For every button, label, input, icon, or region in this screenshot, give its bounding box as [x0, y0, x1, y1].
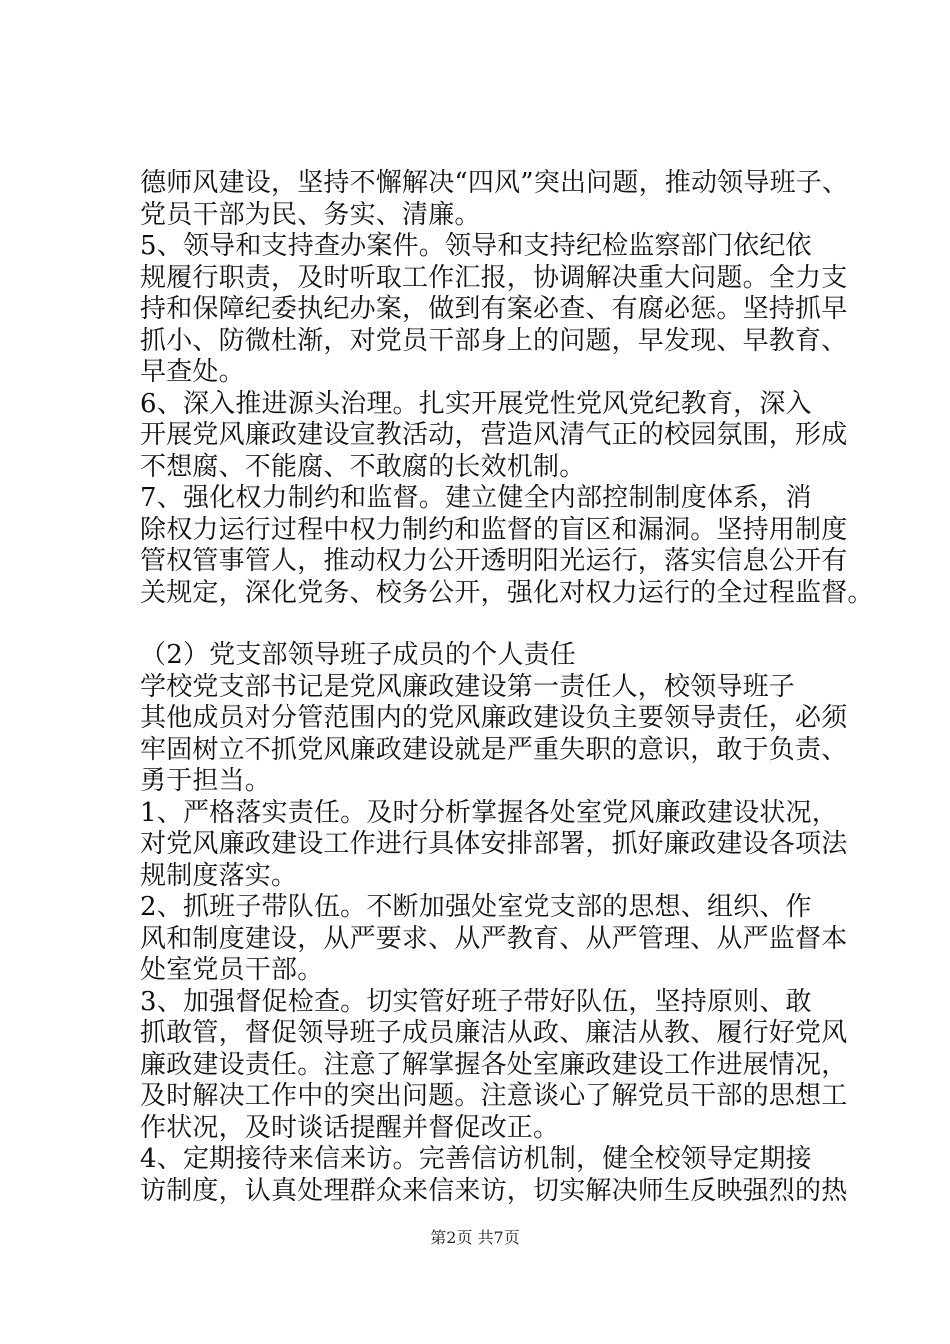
body-line: 持和保障纪委执纪办案，做到有案必查、有腐必惩。坚持抓早 — [140, 294, 848, 324]
body-line: 6、深入推进源头治理。扎实开展党性党风党纪教育，深入 — [140, 388, 812, 419]
body-line: 德师风建设，坚持不懈解决“四风”突出问题，推动领导班子、 — [140, 168, 849, 198]
body-line: 抓小、防微杜渐，对党员干部身上的问题，早发现、早教育、 — [140, 325, 848, 356]
document-body — [140, 168, 874, 1207]
body-line: 风和制度建设，从严要求、从严教育、从严管理、从严监督本 — [140, 923, 848, 954]
body-line: 不想腐、不能腐、不敢腐的长效机制。 — [140, 451, 586, 482]
body-line: 4、定期接待来信来访。完善信访机制，健全校领导定期接 — [140, 1144, 812, 1174]
body-line: 1、严格落实责任。及时分析掌握各处室党风廉政建设状况， — [140, 797, 838, 828]
body-line: 7、强化权力制约和监督。建立健全内部控制制度体系，消 — [140, 483, 812, 513]
body-line: 处室党员干部。 — [140, 955, 324, 985]
body-line: 开展党风廉政建设宣教活动，营造风清气正的校园氛围，形成 — [140, 420, 848, 450]
body-line: 3、加强督促检查。切实管好班子带好队伍，坚持原则、敢 — [140, 986, 812, 1017]
body-line: 勇于担当。 — [140, 766, 272, 796]
body-line: 早查处。 — [140, 357, 245, 387]
body-line: 党员干部为民、务实、清廉。 — [140, 199, 481, 230]
body-line: 及时解决工作中的突出问题。注意谈心了解党员干部的思想工 — [140, 1081, 848, 1111]
section-gap — [140, 609, 840, 640]
body-line: 对党风廉政建设工作进行具体安排部署，抓好廉政建设各项法 — [140, 829, 848, 859]
body-line: 规制度落实。 — [140, 860, 298, 891]
body-line: 访制度，认真处理群众来信来访，切实解决师生反映强烈的热 — [140, 1175, 848, 1206]
body-line: 5、领导和支持查办案件。领导和支持纪检监察部门依纪依 — [140, 231, 812, 261]
body-line: 牢固树立不抓党风廉政建设就是严重失职的意识，敢于负责、 — [140, 734, 848, 765]
section-heading: （2）党支部领导班子成员的个人责任 — [140, 640, 576, 670]
body-line: 除权力运行过程中权力制约和监督的盲区和漏洞。坚持用制度 — [140, 514, 848, 545]
body-line: 管权管事管人，推动权力公开透明阳光运行，落实信息公开有 — [140, 546, 848, 576]
body-line: 廉政建设责任。注意了解掌握各处室廉政建设工作进展情况， — [140, 1049, 848, 1080]
body-line: 规履行职责，及时听取工作汇报，协调解决重大问题。全力支 — [140, 262, 848, 293]
body-line: 抓敢管，督促领导班子成员廉洁从政、廉洁从教、履行好党风 — [140, 1018, 848, 1048]
body-line: 学校党支部书记是党风廉政建设第一责任人，校领导班子 — [140, 671, 796, 702]
body-line: 2、抓班子带队伍。不断加强处室党支部的思想、组织、作 — [140, 892, 812, 922]
body-line: 关规定，深化党务、校务公开，强化对权力运行的全过程监督。 — [140, 577, 874, 608]
page-number-footer: 第2页 共7页 — [430, 1228, 520, 1247]
body-line: 其他成员对分管范围内的党风廉政建设负主要领导责任，必须 — [140, 703, 848, 733]
body-line: 作状况，及时谈话提醒并督促改正。 — [140, 1112, 560, 1143]
